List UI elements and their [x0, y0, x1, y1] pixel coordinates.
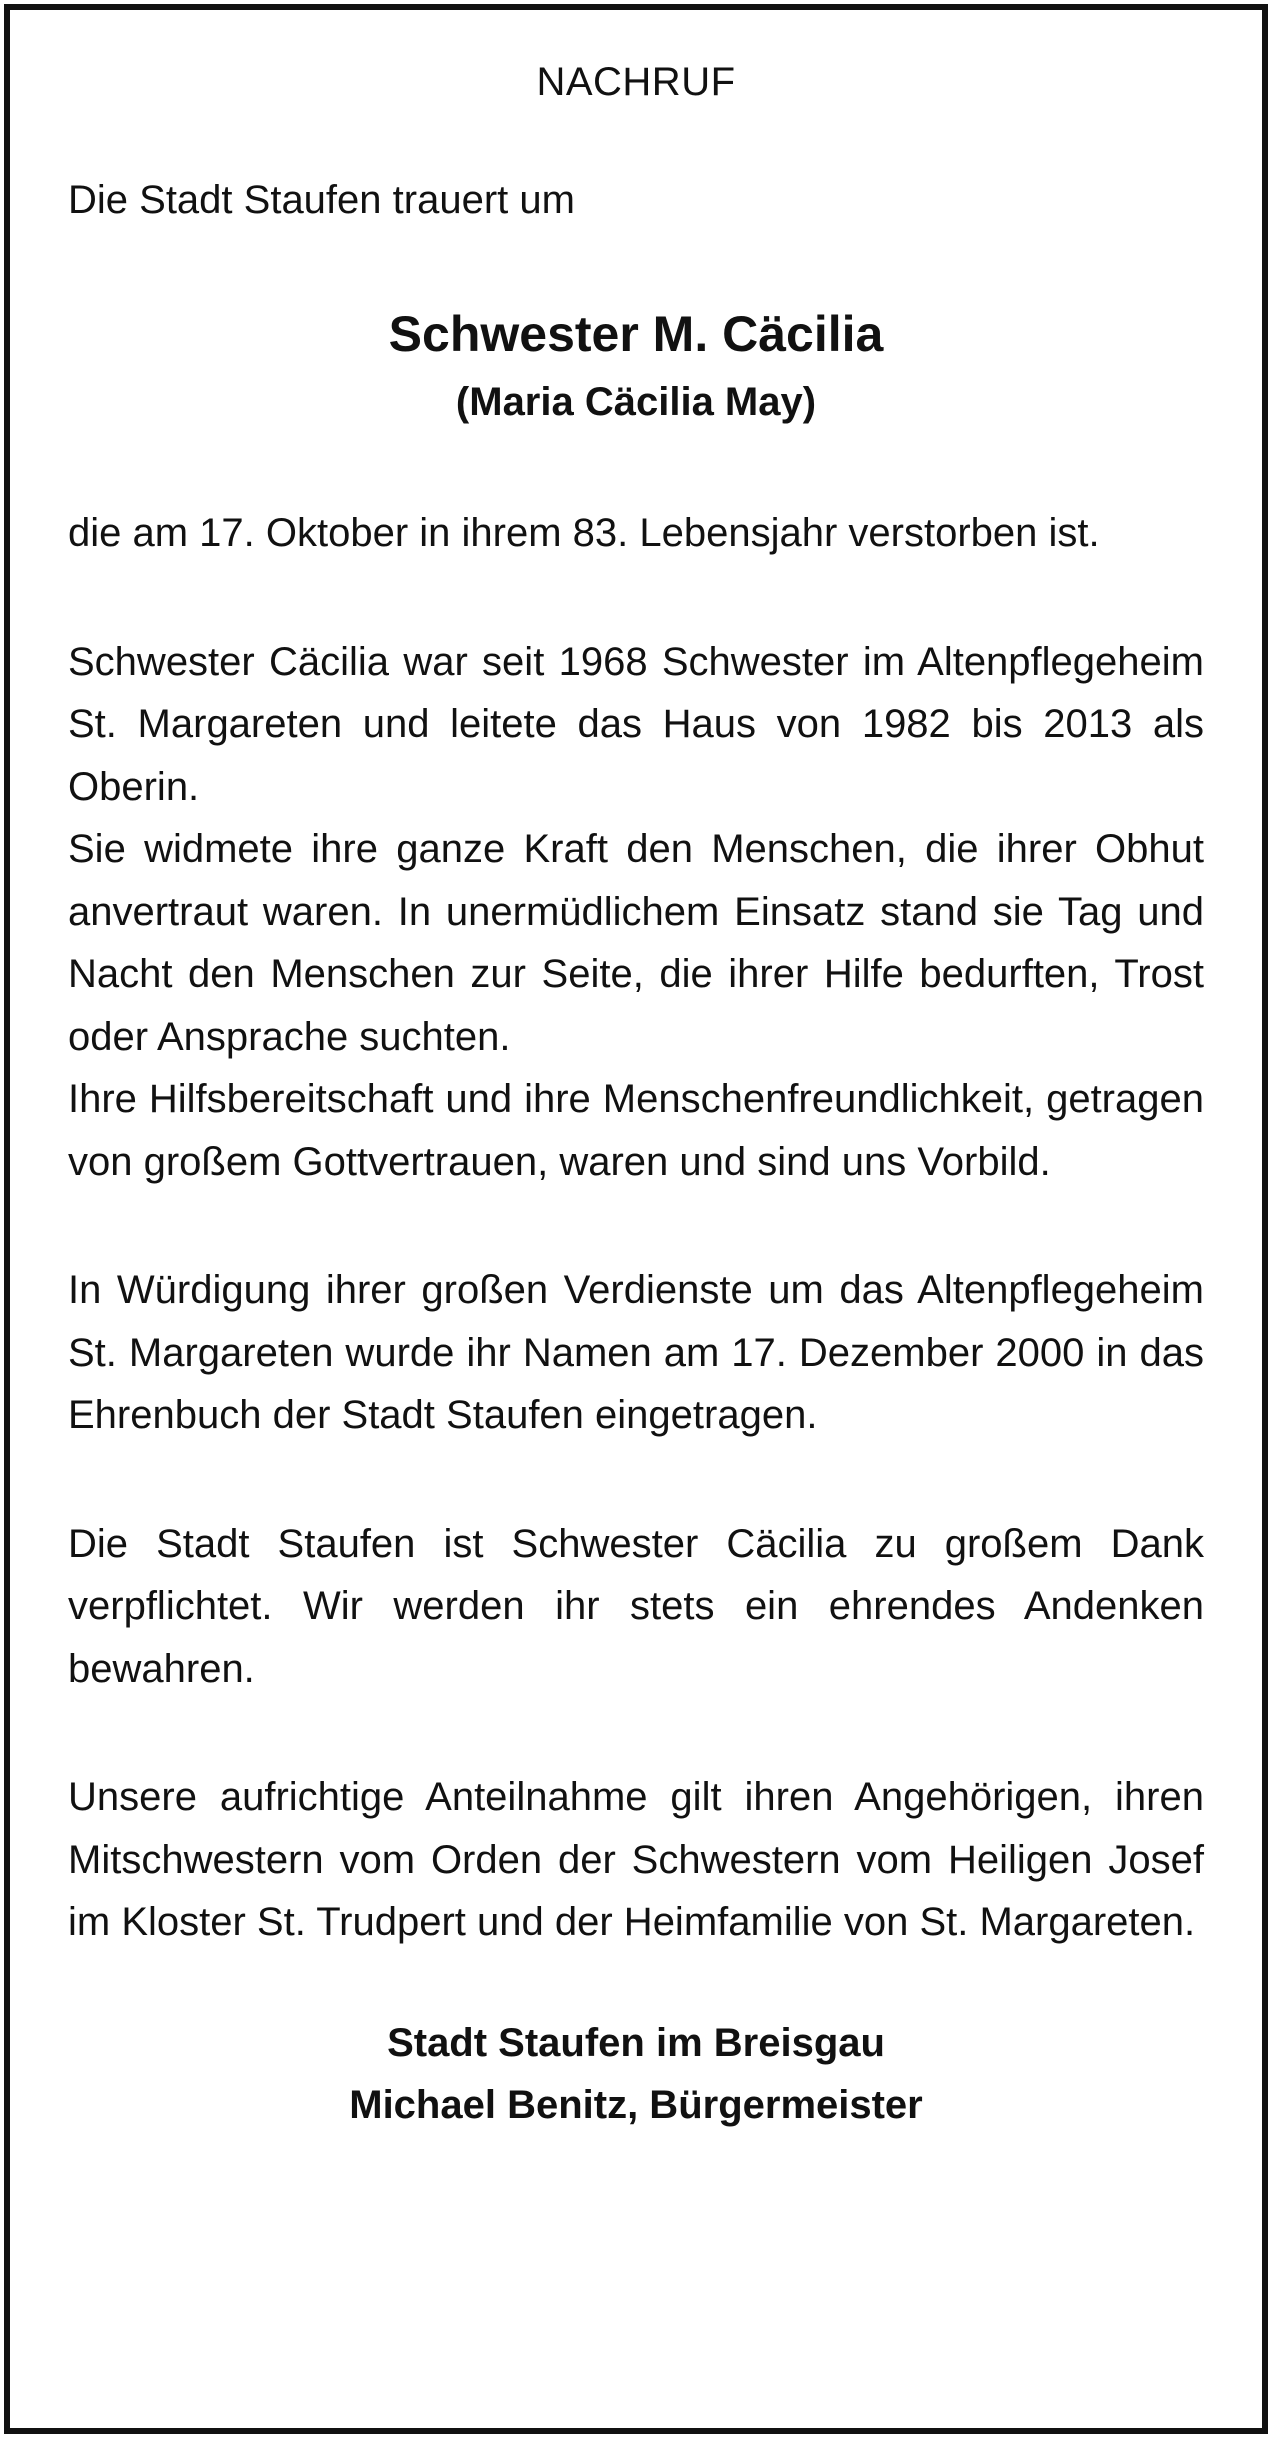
intro-line: Die Stadt Staufen trauert um	[68, 178, 575, 222]
signature-organization: Stadt Staufen im Breisgau	[387, 2020, 885, 2065]
deceased-name: Schwester M. Cäcilia	[388, 306, 884, 362]
obituary-frame	[4, 4, 1268, 2434]
paragraph-honor: In Würdigung ihrer großen Verdienste um das Altenpflegeheim St. Margareten wurde ihr Namen am 17. Dezember 2000 in das Ehrenbuch der Stadt Staufen eingetragen.	[68, 1268, 1204, 1437]
paragraph-death-notice: die am 17. Oktober in ihrem 83. Lebensjahr verstorben ist.	[68, 511, 1100, 555]
signature-signer: Michael Benitz, Bürgermeister	[349, 2082, 923, 2127]
obituary-content	[68, 58, 1204, 2388]
paragraph-career: Schwester Cäcilia war seit 1968 Schwester im Altenpflegeheim St. Margareten und leitete das Haus von 1982 bis 2013 als Oberin.	[68, 639, 1204, 809]
paragraph-character: Ihre Hilfsbereitschaft und ihre Menschenfreundlichkeit, getragen von großem Gottvertrauen, waren und sind uns Vorbild.	[68, 1077, 1204, 1184]
obituary-heading: NACHRUF	[536, 60, 736, 104]
paragraph-dedication: Sie widmete ihre ganze Kraft den Menschen, die ihrer Obhut anvertraut waren. In unermüdlichem Einsatz stand sie Tag und Nacht den Menschen zur Seite, die ihrer Hilfe bedurften, Trost oder Ansprache suchten.	[68, 827, 1204, 1059]
deceased-birth-name: (Maria Cäcilia May)	[455, 380, 817, 424]
paragraph-gratitude: Die Stadt Staufen ist Schwester Cäcilia zu großem Dank verpflichtet. Wir werden ihr stets ein ehrendes Andenken bewahren.	[68, 1521, 1204, 1691]
signature-block	[68, 2012, 1204, 2136]
paragraph-condolences: Unsere aufrichtige Anteilnahme gilt ihren Angehörigen, ihren Mitschwestern vom Orden der Schwestern vom Heiligen Josef im Kloster St. Trudpert und der Heimfamilie von St. Margareten.	[68, 1775, 1204, 1944]
